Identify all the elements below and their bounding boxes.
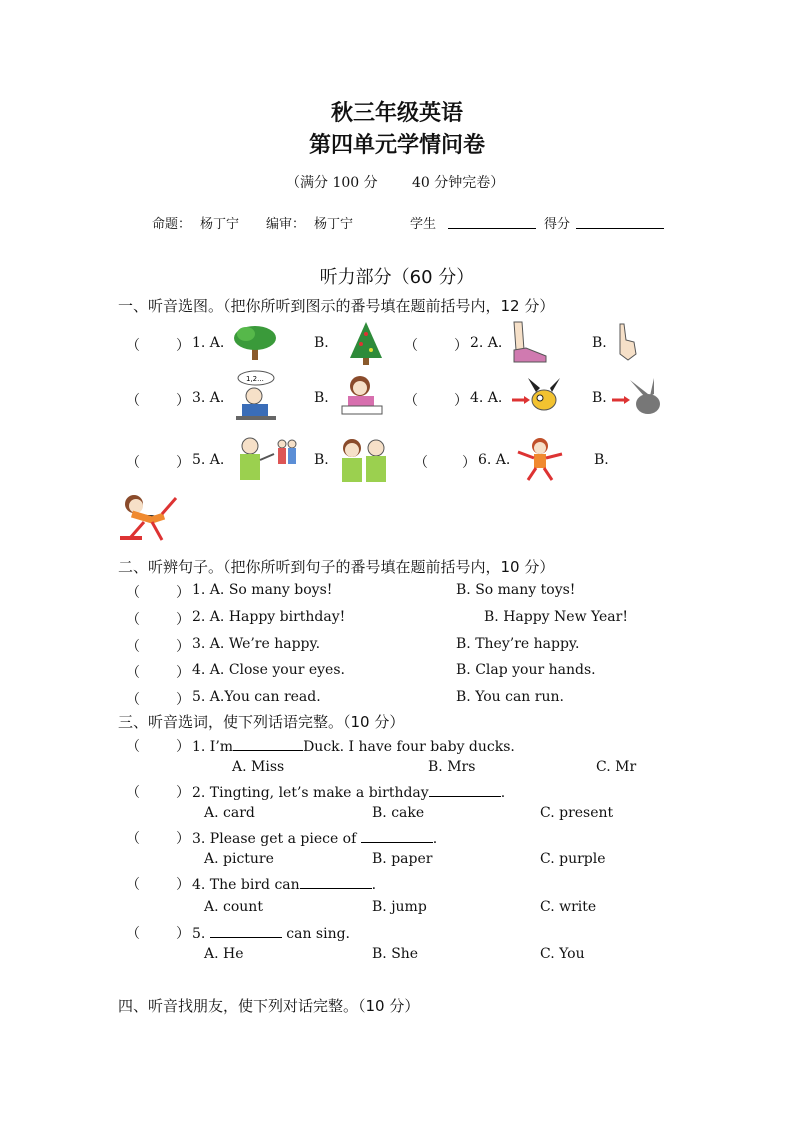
s3-q2-pre: 2. Tingting, let’s make a birthday [192, 785, 429, 801]
s3-q5-option-c: C. You [540, 946, 585, 962]
q6-num: 6. A. [478, 452, 511, 468]
s2-q4-a: 4. A. Close your eyes. [192, 662, 345, 678]
s3-q3-option-c: C. purple [540, 851, 606, 867]
paren-open: （ [126, 877, 140, 893]
student-label: 学生 [410, 217, 437, 232]
score-blank[interactable] [576, 228, 664, 229]
paren-close: ） [176, 665, 190, 681]
s3-q3-option-b: B. paper [372, 851, 433, 867]
paren-open: （ [126, 585, 140, 601]
s3-q1-option-c: C. Mr [596, 759, 637, 775]
q4-b: B. [592, 390, 607, 406]
writing-girl-icon [338, 374, 388, 418]
s3-q2-post: . [500, 785, 506, 801]
s3-q1-pre: 1. I’m [192, 739, 234, 755]
s3-q5-option-a: A. He [204, 946, 244, 962]
s2-q2-a: 2. A. Happy birthday! [192, 609, 346, 625]
leg-shoe-icon [506, 320, 550, 366]
paren-open: （ [126, 455, 140, 471]
s3-q2 [192, 782, 505, 801]
section3-title: 三、听音选词，使下列话语完整。（10 分） [118, 713, 405, 731]
s3-q3 [192, 828, 437, 847]
s2-q5-b: B. You can run. [456, 689, 564, 705]
paren-close: ） [176, 877, 190, 893]
paren-open: （ [126, 926, 140, 942]
answer-blank[interactable] [210, 923, 282, 938]
two-kids-icon [338, 436, 392, 486]
score-label: 得分 [544, 217, 571, 232]
q5-b: B. [314, 452, 329, 468]
dog-icon [510, 374, 566, 418]
answer-blank[interactable] [429, 782, 501, 797]
pointing-kids-icon [236, 436, 300, 486]
s3-q1-post: Duck. I have four baby ducks. [303, 739, 515, 755]
s3-q4 [192, 874, 376, 893]
s3-q1-option-b: B. Mrs [428, 759, 476, 775]
paren-close: ） [454, 393, 468, 409]
s3-q2-option-c: C. present [540, 805, 614, 821]
q2-num: 2. A. [470, 335, 503, 351]
paren-open: （ [126, 831, 140, 847]
paren-close: ） [176, 455, 190, 471]
dancing-girl-icon [514, 436, 566, 484]
paren-close: ） [176, 831, 190, 847]
paren-open: （ [126, 612, 140, 628]
svg-text:1,2...: 1,2... [246, 375, 264, 383]
s2-q1-a: 1. A. So many boys! [192, 582, 333, 598]
paren-open: （ [126, 393, 140, 409]
paren-close: ） [176, 393, 190, 409]
s2-q1-b: B. So many toys! [456, 582, 576, 598]
s3-q3-pre: 3. Please get a piece of [192, 831, 357, 847]
hand-icon [614, 320, 640, 362]
setter-name: 杨丁宁 [200, 217, 240, 232]
paren-open: （ [126, 639, 140, 655]
paren-close: ） [176, 338, 190, 354]
running-boy-icon [118, 492, 180, 546]
s3-q2-option-b: B. cake [372, 805, 425, 821]
paren-close: ） [176, 785, 190, 801]
s3-q4-post: . [371, 877, 377, 893]
answer-blank[interactable] [300, 874, 372, 889]
title-line2: 第四单元学情问卷 [308, 133, 485, 158]
paren-close: ） [176, 926, 190, 942]
paren-close: ） [176, 692, 190, 708]
s3-q4-option-a: A. count [204, 899, 263, 915]
paren-close: ） [454, 338, 468, 354]
q2-b: B. [592, 335, 607, 351]
listening-title: 听力部分（60 分） [319, 267, 475, 288]
reviewer-label: 编审： [266, 217, 306, 232]
paren-open: （ [126, 338, 140, 354]
paren-open: （ [126, 665, 140, 681]
title-line1: 秋三年级英语 [330, 101, 463, 126]
s3-q3-option-a: A. picture [204, 851, 274, 867]
paren-open: （ [404, 393, 418, 409]
paren-open: （ [126, 785, 140, 801]
setter-label: 命题： [152, 217, 192, 232]
s2-q3-a: 3. A. We’re happy. [192, 636, 321, 652]
s3-q1-option-a: A. Miss [232, 759, 285, 775]
s3-q5-pre: 5. [192, 926, 206, 942]
section1-title: 一、听音选图。（把你所听到图示的番号填在题前括号内，12 分） [118, 297, 555, 315]
s3-q1 [192, 736, 515, 755]
paren-close: ） [176, 585, 190, 601]
s2-q3-b: B. They’re happy. [456, 636, 580, 652]
s3-q4-option-c: C. write [540, 899, 597, 915]
score-info: （满分 100 分 [286, 175, 378, 191]
paren-close: ） [176, 639, 190, 655]
q1-num: 1. A. [192, 335, 225, 351]
section4-title: 四、听音找朋友，使下列对话完整。（10 分） [118, 997, 420, 1015]
s3-q5-option-b: B. She [372, 946, 419, 962]
q4-num: 4. A. [470, 390, 503, 406]
s3-q3-post: . [432, 831, 438, 847]
reviewer-name: 杨丁宁 [314, 217, 354, 232]
paren-close: ） [176, 612, 190, 628]
s2-q4-b: B. Clap your hands. [456, 662, 596, 678]
student-blank[interactable] [448, 228, 536, 229]
q6-b: B. [594, 452, 609, 468]
christmas-tree-icon [346, 320, 386, 366]
q1-b: B. [314, 335, 329, 351]
q3-num: 3. A. [192, 390, 225, 406]
paren-open: （ [404, 338, 418, 354]
paren-open: （ [126, 692, 140, 708]
s3-q4-pre: 4. The bird can [192, 877, 300, 893]
answer-blank[interactable] [361, 828, 433, 843]
paren-open: （ [414, 455, 428, 471]
q5-num: 5. A. [192, 452, 225, 468]
time-info: 40 分钟完卷） [412, 175, 505, 191]
counting-boy-icon [232, 370, 282, 424]
rabbit-icon [610, 376, 664, 420]
s3-q5-post: can sing. [286, 926, 351, 942]
answer-blank[interactable] [233, 736, 303, 751]
section2-title: 二、听辨句子。（把你所听到句子的番号填在题前括号内，10 分） [118, 558, 555, 576]
s2-q5-a: 5. A.You can read. [192, 689, 321, 705]
paren-close: ） [462, 455, 476, 471]
s3-q2-option-a: A. card [204, 805, 255, 821]
q3-b: B. [314, 390, 329, 406]
paren-close: ） [176, 739, 190, 755]
s3-q4-option-b: B. jump [372, 899, 427, 915]
paren-open: （ [126, 739, 140, 755]
s3-q5 [192, 923, 350, 942]
s2-q2-b: B. Happy New Year! [484, 609, 628, 625]
tree-icon [232, 322, 278, 362]
